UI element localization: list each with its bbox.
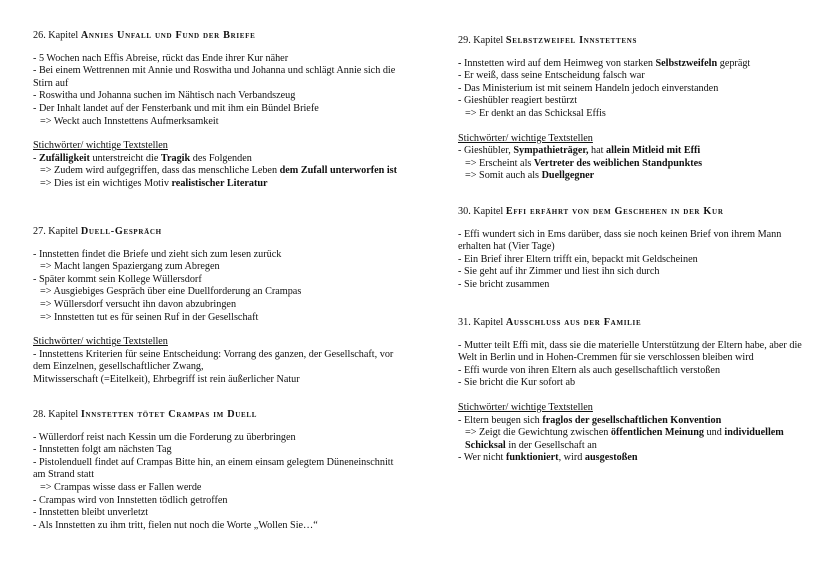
chapter-30: 30. Kapitel Effi erfährt von dem Geschehen in der Kur - Effi wundert sich in Ems darüber, dass sie noch keinen Brief von ihrem Mann erhalten hat (Vier Tage) - Ein Brief ihrer Eltern trifft ein, bepackt mit Geldscheinen - Sie geht auf ihr Zimmer und liest ihn sich durch - Sie bricht zusammen	[458, 206, 808, 292]
keywords-heading: Stichwörter/ wichtige Textstellen	[458, 401, 593, 413]
chapter-31-title: 31. Kapitel Ausschluss aus der Familie	[458, 317, 642, 328]
chapter-27-title: 27. Kapitel Duell-Gespräch	[33, 226, 162, 237]
chapter-27: 27. Kapitel Duell-Gespräch - Innstetten findet die Briefe und zieht sich zum lesen zurück => Macht langen Spaziergang zum Abregen - Später kommt sein Kollege Wüllersdorf => Ausgiebiges Gespräch über eine Duellforderung an Crampas => Wüllersdorf versucht ihn davon abzubringen => Innstetten tut es für seinen Ruf in der Gesellschaft Stichwörter/ wichtige Textstellen - Innstettens Kriterien für seine Entscheidung: Vorrang des ganzen, der Gesellschaft, vor dem Einzelnen, gesellschaftlicher Zwang, Mitwisserschaft (=Eitelkeit), Ehrbegriff ist rein äußerlicher Natur	[33, 226, 398, 387]
chapter-28: 28. Kapitel Innstetten tötet Crampas im Duell - Wüllerdorf reist nach Kessin um die Forderung zu überbringen - Innstetten folgt am nächsten Tag - Pistolenduell findet auf Crampas Bitte hin, an einem einsam gelegtem Düneneinschnitt am Strand statt => Crampas wisse dass er Fallen werde - Crampas wird von Innstetten tödlich getroffen - Innstetten bleibt unverletzt - Als Innstetten zu ihm tritt, fielen nut noch die Worte „Wollen Sie…“	[33, 409, 398, 532]
chapter-28-title: 28. Kapitel Innstetten tötet Crampas im Duell	[33, 409, 258, 420]
chapter-26: 26. Kapitel Annies Unfall und Fund der Briefe - 5 Wochen nach Effis Abreise, rückt das Ende ihrer Kur näher - Bei einem Wettrennen mit Annie und Roswitha und Johanna und schlägt Annie sich die Stirn auf - Roswitha und Johanna suchen im Nähtisch nach Verbandszeug - Der Inhalt landet auf der Fensterbank und mit ihm ein Bündel Briefe => Weckt auch Innstettens Aufmerksamkeit Stichwörter/ wichtige Textstellen - Zufälligkeit unterstreicht die Tragik des Folgenden => Zudem wird aufgegriffen, dass das menschliche Leben dem Zufall unterworfen ist => Dies ist ein wichtiges Motiv realistischer Literatur	[33, 30, 398, 189]
chapter-26-title: 26. Kapitel Annies Unfall und Fund der Briefe	[33, 30, 256, 41]
keywords-heading: Stichwörter/ wichtige Textstellen	[458, 132, 593, 144]
chapter-30-title: 30. Kapitel Effi erfährt von dem Geschehen in der Kur	[458, 206, 724, 217]
keywords-heading: Stichwörter/ wichtige Textstellen	[33, 336, 168, 348]
chapter-31: 31. Kapitel Ausschluss aus der Familie - Mutter teilt Effi mit, dass sie die materielle Unterstützung der Eltern habe, aber die Welt in Berlin und in Hohen-Cremmen für sie verschlossen bleiben wird - Effi wurde von ihren Eltern als auch gesellschaftlich verstoßen - Sie bricht die Kur sofort ab Stichwörter/ wichtige Textstellen - Eltern beugen sich fraglos der gesellschaftlichen Konvention => Zeigt die Gewichtung zwischen öffentlichen Meinung und individuellem Schicksal in der Gesellschaft an - Wer nicht funktioniert, wird ausgestoßen	[458, 317, 808, 465]
chapter-29: 29. Kapitel Selbstzweifel Innstettens - Innstetten wird auf dem Heimweg von starken Selbstzweifeln geprägt - Er weiß, dass seine Entscheidung falsch war - Das Ministerium ist mit seinem Handeln jedoch einverstanden - Gieshübler reagiert bestürzt => Er denkt an das Schicksal Effis Stichwörter/ wichtige Textstellen - Gieshübler, Sympathieträger, hat allein Mitleid mit Effi => Erscheint als Vertreter des weiblichen Standpunktes => Somit auch als Duellgegner	[458, 35, 808, 183]
chapter-29-title: 29. Kapitel Selbstzweifel Innstettens	[458, 35, 638, 46]
keywords-heading: Stichwörter/ wichtige Textstellen	[33, 140, 168, 152]
